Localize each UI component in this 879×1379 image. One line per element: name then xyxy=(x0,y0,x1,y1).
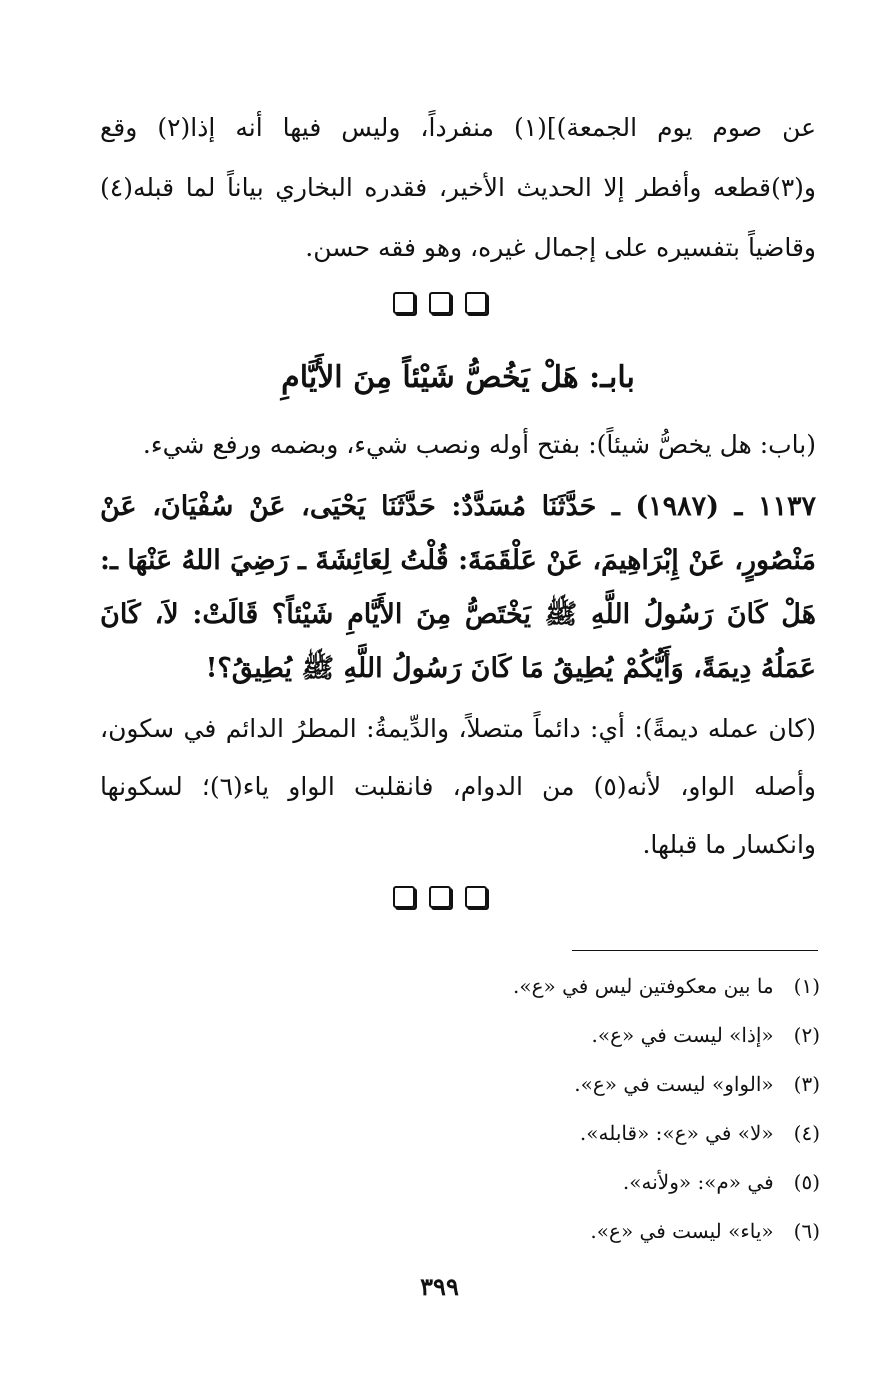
footnote xyxy=(100,1109,820,1158)
footnote xyxy=(100,1011,820,1060)
square-ornament-icon xyxy=(465,886,487,908)
footnote xyxy=(100,1207,820,1256)
footnote-divider xyxy=(572,950,818,951)
footnote-text: «الواو» ليست في «ع». xyxy=(574,1072,774,1096)
hadith-text: ١١٣٧ ـ (١٩٨٧) ـ حَدَّثَنَا مُسَدَّدٌ: حَدَّثَنَا يَحْيَى، عَنْ سُفْيَانَ، عَنْ مَنْصُورٍ، عَنْ إِبْرَاهِيمَ، عَنْ عَلْقَمَةَ: قُلْتُ لِعَائِشَةَ ـ رَضِيَ اللهُ عَنْهَا ـ: هَلْ كَانَ رَسُولُ اللَّهِ ﷺ يَخْتَصُّ مِنَ الأَيَّامِ شَيْئاً؟ قَالَتْ: لاَ، كَانَ عَمَلُهُ دِيمَةً، وَأَيُّكُمْ يُطِيقُ مَا كَانَ رَسُولُ اللَّهِ ﷺ يُطِيقُ؟! xyxy=(100,491,816,684)
footnote-number: (٦) xyxy=(793,1219,820,1243)
footnote-number: (٣) xyxy=(793,1072,820,1096)
footnote-number: (٢) xyxy=(793,1023,820,1047)
footnote-text: «لا» في «ع»: «قابله». xyxy=(579,1121,774,1145)
footnote-text: ما بين معكوفتين ليس في «ع». xyxy=(513,974,774,998)
page-number: ٣٩٩ xyxy=(420,1272,459,1301)
footnote-text: في «م»: «ولأنه». xyxy=(622,1170,774,1194)
section-separator xyxy=(0,292,879,314)
footnote-number: (١) xyxy=(793,974,820,998)
paragraph-commentary: (كان عمله ديمةً): أي: دائماً متصلاً، والدِّيمةُ: المطرُ الدائم في سكون، وأصله الواو، لأنه(٥) من الدوام، فانقلبت الواو ياء(٦)؛ لسكونها وانكسار ما قبلها. xyxy=(100,714,816,859)
chapter-heading-lead: بابـ: xyxy=(589,360,635,395)
square-ornament-icon xyxy=(393,886,415,908)
footnote-list xyxy=(100,962,820,1256)
square-ornament-icon xyxy=(465,292,487,314)
footnote xyxy=(100,1158,820,1207)
square-ornament-icon xyxy=(429,886,451,908)
chapter-heading-title: هَلْ يَخُصُّ شَيْئاً مِنَ الأَيَّامِ xyxy=(281,360,579,395)
footnote-number: (٥) xyxy=(793,1170,820,1194)
paragraph-commentary-title: (باب: هل يخصُّ شيئاً): بفتح أوله ونصب شيء، وبضمه ورفع شيء. xyxy=(142,430,816,459)
section-separator xyxy=(0,886,879,908)
footnote xyxy=(100,962,820,1011)
footnote-text: «ياء» ليست في «ع». xyxy=(590,1219,774,1243)
footnote-number: (٤) xyxy=(793,1121,820,1145)
square-ornament-icon xyxy=(393,292,415,314)
square-ornament-icon xyxy=(429,292,451,314)
footnote xyxy=(100,1060,820,1109)
paragraph-continuation: عن صوم يوم الجمعة)](١) منفرداً، وليس فيها أنه إذا(٢) وقع و(٣)قطعه وأفطر إلا الحديث الأخير، فقدره البخاري بياناً لما قبله(٤) وقاضياً بتفسيره على إجمال غيره، وهو فقه حسن. xyxy=(100,113,817,262)
footnote-text: «إذا» ليست في «ع». xyxy=(591,1023,774,1047)
chapter-heading xyxy=(100,350,816,406)
